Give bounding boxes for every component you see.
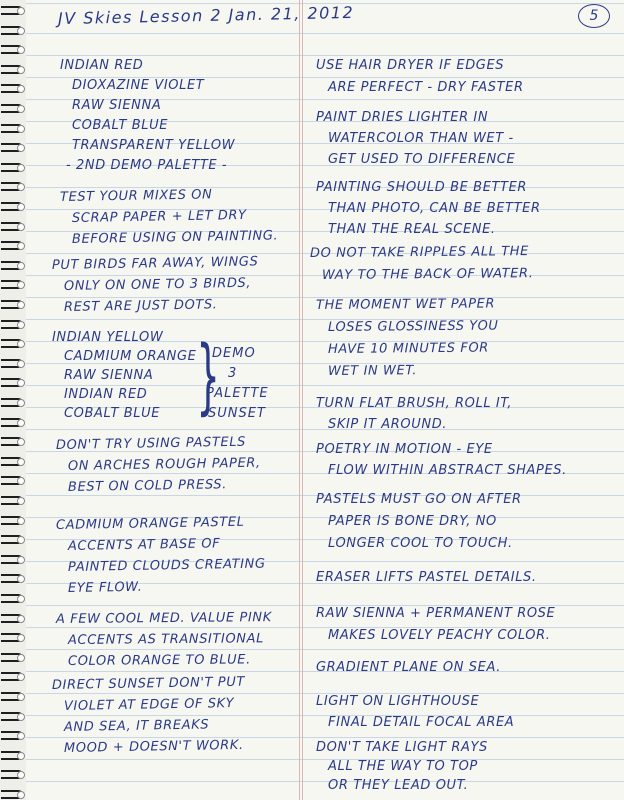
right-column-hair-dryer-line: ARE PERFECT - DRY FASTER — [328, 80, 524, 95]
binding-hole — [17, 673, 25, 681]
binding-hole — [17, 144, 25, 152]
binding-hole — [17, 379, 25, 387]
left-column-pink-accents-line: COLOR ORANGE TO BLUE. — [67, 652, 251, 669]
left-column-direct-sunset-line: AND SEA, IT BREAKS — [63, 717, 210, 735]
binding-hole — [17, 360, 25, 368]
right-column-paint-dries-line: GET USED TO DIFFERENCE — [328, 152, 516, 167]
left-column-test-mixes-line: BEFORE USING ON PAINTING. — [71, 228, 279, 247]
binding-hole — [17, 791, 25, 799]
left-column-palette2-line: - 2ND DEMO PALETTE - — [66, 158, 228, 173]
left-column-palette3-line: CADMIUM ORANGE — [64, 349, 197, 364]
left-column-test-mixes-line: SCRAP PAPER + LET DRY — [71, 207, 247, 226]
binding-hole — [17, 340, 25, 348]
left-column-direct-sunset-line: VIOLET AT EDGE OF SKY — [63, 696, 235, 714]
left-column-pastels-arches-line: BEST ON COLD PRESS. — [67, 477, 228, 495]
binding-hole — [17, 85, 25, 93]
binding-hole — [17, 517, 25, 525]
binding-hole — [17, 419, 25, 427]
bracket-icon: } — [196, 329, 220, 424]
binding-hole — [17, 732, 25, 740]
left-column-pink-accents-line: ACCENTS AS TRANSITIONAL — [67, 631, 264, 648]
left-column-cadmium-pastel-line: CADMIUM ORANGE PASTEL — [55, 514, 245, 533]
left-column-direct-sunset-line: DIRECT SUNSET DON'T PUT — [51, 674, 246, 693]
binding-hole — [17, 183, 25, 191]
page-title: JV Skies Lesson 2 Jan. 21, 2012 — [57, 2, 355, 29]
right-column-better-than-photo-line: PAINTING SHOULD BE BETTER — [316, 180, 528, 195]
binding-hole — [17, 164, 25, 172]
binding-hole — [17, 223, 25, 231]
right-column-paint-dries-line: WATERCOLOR THAN WET - — [328, 131, 514, 146]
right-column-light-rays-line: ALL THE WAY TO TOP — [328, 759, 478, 774]
left-column-palette2-line: RAW SIENNA — [72, 98, 162, 113]
binding-hole — [17, 27, 25, 35]
binding-hole — [17, 536, 25, 544]
left-column-pastels-arches-line: ON ARCHES ROUGH PAPER, — [67, 455, 261, 474]
binding-hole — [17, 7, 25, 15]
right-column-flat-brush-line: SKIP IT AROUND. — [328, 417, 448, 432]
binding-hole — [17, 497, 25, 505]
binding-hole — [17, 615, 25, 623]
binding-hole — [17, 262, 25, 270]
left-column-palette3-line: RAW SIENNA — [64, 368, 154, 383]
left-column-palette3-line: COBALT BLUE — [64, 406, 161, 421]
binding-hole — [17, 752, 25, 760]
right-column-ripples-line: DO NOT TAKE RIPPLES ALL THE — [309, 244, 530, 261]
demo-label-1: DEMO — [212, 346, 256, 361]
right-column-gradient-line: GRADIENT PLANE ON SEA. — [316, 660, 501, 675]
binding-hole — [17, 105, 25, 113]
binding-hole — [17, 46, 25, 54]
right-column-moment-wet-line: THE MOMENT WET PAPER — [315, 296, 496, 313]
column-divider — [299, 0, 300, 800]
binding-hole — [17, 203, 25, 211]
demo-label-3: PALETTE — [206, 386, 269, 401]
binding-hole — [17, 595, 25, 603]
right-column-flat-brush-line: TURN FLAT BRUSH, ROLL IT, — [316, 396, 513, 411]
spiral-binding — [0, 0, 26, 800]
left-column-palette2-line: DIOXAZINE VIOLET — [72, 78, 205, 93]
right-column-peachy-line: RAW SIENNA + PERMANENT ROSE — [316, 606, 556, 621]
right-column-eraser-line: ERASER LIFTS PASTEL DETAILS. — [316, 570, 537, 585]
binding-hole — [17, 771, 25, 779]
left-column-palette2-line: COBALT BLUE — [72, 118, 169, 133]
right-column-better-than-photo-line: THAN THE REAL SCENE. — [328, 222, 496, 237]
binding-hole — [17, 458, 25, 466]
right-column-better-than-photo-line: THAN PHOTO, CAN BE BETTER — [328, 201, 541, 216]
right-column-moment-wet-line: WET IN WET. — [327, 363, 418, 379]
left-column-palette2-line: INDIAN RED — [60, 58, 144, 73]
binding-hole — [17, 477, 25, 485]
left-column-cadmium-pastel-line: EYE FLOW. — [67, 579, 143, 596]
binding-hole — [17, 713, 25, 721]
left-column-birds-line: REST ARE JUST DOTS. — [63, 297, 218, 315]
binding-hole — [17, 281, 25, 289]
demo-label-4: SUNSET — [208, 406, 266, 421]
left-column-cadmium-pastel-line: PAINTED CLOUDS CREATING — [67, 556, 266, 575]
binding-hole — [17, 66, 25, 74]
left-column-pastels-arches-line: DON'T TRY USING PASTELS — [55, 434, 247, 453]
binding-hole — [17, 125, 25, 133]
binding-hole — [17, 634, 25, 642]
right-column-pastels-after-line: LONGER COOL TO TOUCH. — [328, 536, 513, 551]
binding-hole — [17, 654, 25, 662]
left-column-pink-accents-line: A FEW COOL MED. VALUE PINK — [55, 610, 272, 627]
demo-label-2: 3 — [228, 366, 238, 381]
right-column-light-rays-line: OR THEY LEAD OUT. — [328, 778, 469, 793]
right-column-moment-wet-line: LOSES GLOSSINESS YOU — [327, 318, 499, 335]
binding-hole — [17, 242, 25, 250]
left-column-palette3-line: INDIAN YELLOW — [52, 330, 164, 345]
right-column-poetry-line: FLOW WITHIN ABSTRACT SHAPES. — [328, 463, 567, 478]
right-column-light-rays-line: DON'T TAKE LIGHT RAYS — [316, 740, 488, 755]
right-column-pastels-after-line: PASTELS MUST GO ON AFTER — [316, 492, 522, 507]
binding-hole — [17, 321, 25, 329]
left-column-birds-line: ONLY ON ONE TO 3 BIRDS, — [63, 275, 252, 294]
column-divider-2 — [302, 0, 303, 800]
right-column-paint-dries-line: PAINT DRIES LIGHTER IN — [316, 110, 489, 125]
binding-hole — [17, 556, 25, 564]
binding-hole — [17, 575, 25, 583]
right-column-poetry-line: POETRY IN MOTION - EYE — [316, 442, 493, 457]
left-column-direct-sunset-line: MOOD + DOESN'T WORK. — [63, 737, 244, 756]
right-column-moment-wet-line: HAVE 10 MINUTES FOR — [327, 340, 489, 357]
right-column-ripples-line: WAY TO THE BACK OF WATER. — [321, 266, 534, 283]
right-column-hair-dryer-line: USE HAIR DRYER IF EDGES — [316, 58, 505, 73]
page-number: 5 — [578, 4, 610, 28]
right-column-pastels-after-line: PAPER IS BONE DRY, NO — [328, 514, 497, 529]
left-column-palette3-line: INDIAN RED — [64, 387, 148, 402]
binding-hole — [17, 399, 25, 407]
binding-hole — [17, 301, 25, 309]
left-column-cadmium-pastel-line: ACCENTS AT BASE OF — [67, 536, 221, 554]
right-column-lighthouse-line: FINAL DETAIL FOCAL AREA — [328, 715, 515, 730]
left-column-test-mixes-line: TEST YOUR MIXES ON — [59, 187, 213, 205]
right-column-lighthouse-line: LIGHT ON LIGHTHOUSE — [316, 694, 480, 709]
left-column-birds-line: PUT BIRDS FAR AWAY, WINGS — [51, 254, 259, 273]
left-column-palette2-line: TRANSPARENT YELLOW — [72, 138, 236, 153]
right-column-peachy-line: MAKES LOVELY PEACHY COLOR. — [328, 628, 551, 643]
binding-hole — [17, 693, 25, 701]
binding-hole — [17, 438, 25, 446]
